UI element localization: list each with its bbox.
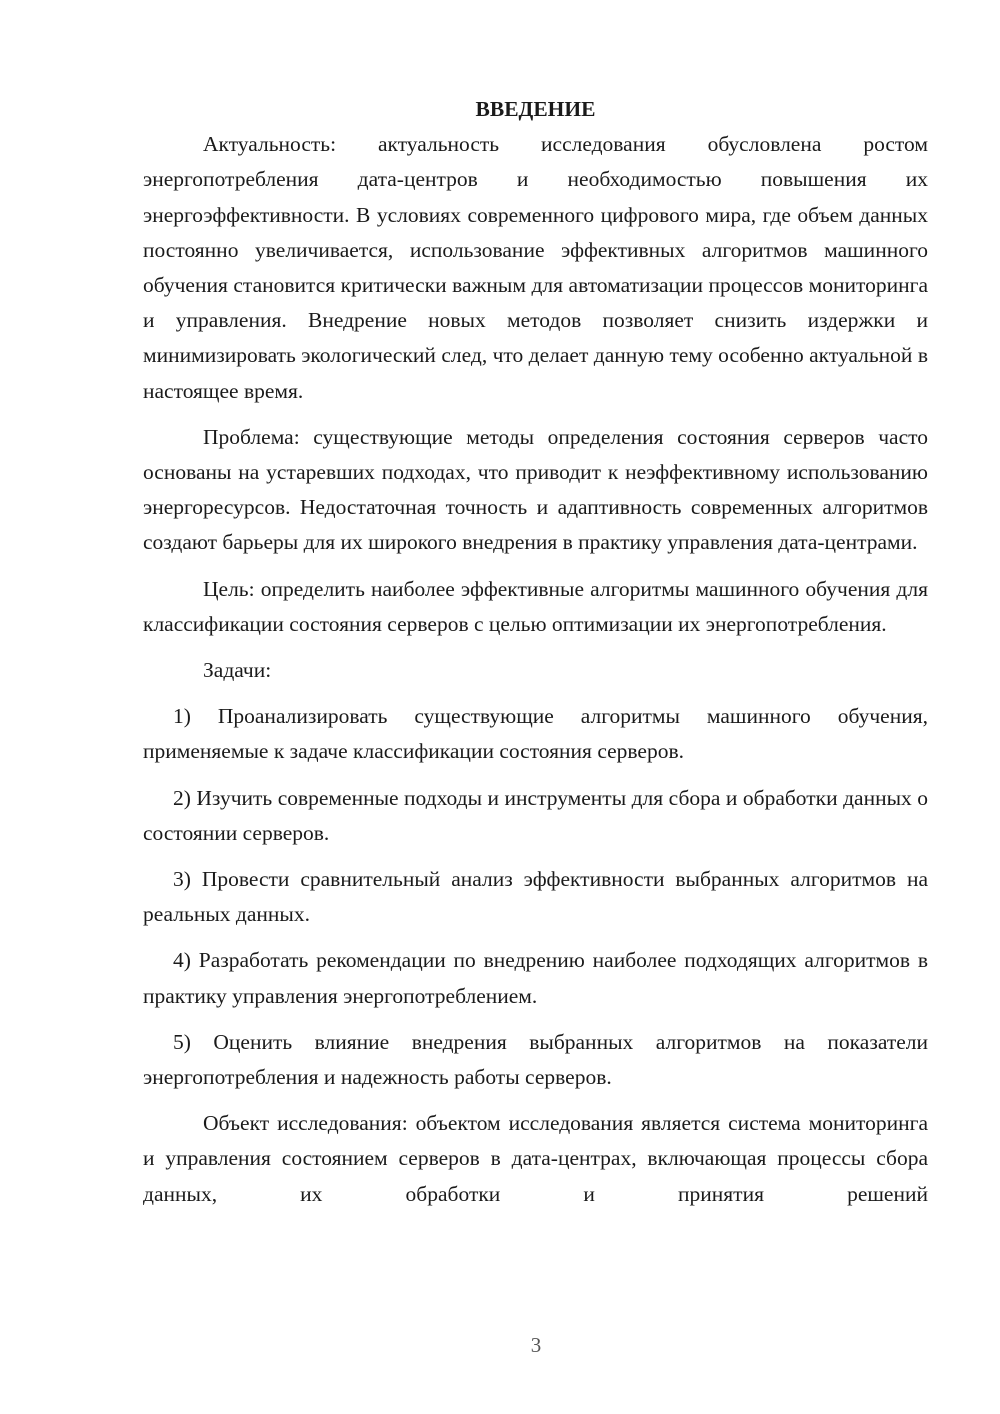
paragraph-gap <box>143 851 928 862</box>
paragraph-gap <box>143 561 928 572</box>
document-page <box>143 92 928 1212</box>
paragraph-gap <box>143 1095 928 1106</box>
page-number: 3 <box>530 1333 542 1357</box>
paragraph-gap <box>143 1014 928 1025</box>
paragraph-gap <box>143 688 928 699</box>
paragraph-problem: Проблема: существующие методы определения состояния серверов часто основаны на устаревших подходах, что приводит к неэффективному использованию энергоресурсов. Недостаточная точность и адаптивность современных алгоритмов создают барьеры для их широкого внедрения в практику управления дата-центрами. <box>143 424 928 555</box>
paragraph-gap <box>143 770 928 781</box>
task-item: 3) Провести сравнительный анализ эффективности выбранных алгоритмов на реальных данных. <box>143 867 928 927</box>
task-item: 5) Оценить влияние внедрения выбранных алгоритмов на показатели энергопотребления и надежность работы серверов. <box>143 1029 928 1090</box>
paragraph-gap <box>143 932 928 943</box>
section-heading: ВВЕДЕНИЕ <box>475 97 596 121</box>
paragraph-relevance: Актуальность: актуальность исследования обусловлена ростом энергопотребления дата-центров и необходимостью повышения их энергоэффективности. В условиях современного цифрового мира, где объем данных постоянно увеличивается, использование эффективных алгоритмов машинного обучения становится критически важным для автоматизации процессов мониторинга и управления. Внедрение новых методов позволяет снизить издержки и минимизировать экологический след, что делает данную тему особенно актуальной в настоящее время. <box>143 132 928 403</box>
paragraph-object: Объект исследования: объектом исследования является система мониторинга и управления состоянием серверов в дата-центрах, включающая процессы сбора данных, их обработки и принятия решений <box>143 1111 928 1206</box>
paragraph-gap <box>143 409 928 420</box>
task-item: 1) Проанализировать существующие алгоритмы машинного обучения, применяемые к задаче классификации состояния серверов. <box>143 704 928 764</box>
paragraph-gap <box>143 642 928 653</box>
task-item: 2) Изучить современные подходы и инструменты для сбора и обработки данных о состоянии серверов. <box>143 785 928 845</box>
tasks-label: Задачи: <box>203 658 272 683</box>
task-item: 4) Разработать рекомендации по внедрению наиболее подходящих алгоритмов в практику управления энергопотреблением. <box>143 948 928 1008</box>
paragraph-goal: Цель: определить наиболее эффективные алгоритмы машинного обучения для классификации состояния серверов с целью оптимизации их энергопотребления. <box>143 576 928 636</box>
